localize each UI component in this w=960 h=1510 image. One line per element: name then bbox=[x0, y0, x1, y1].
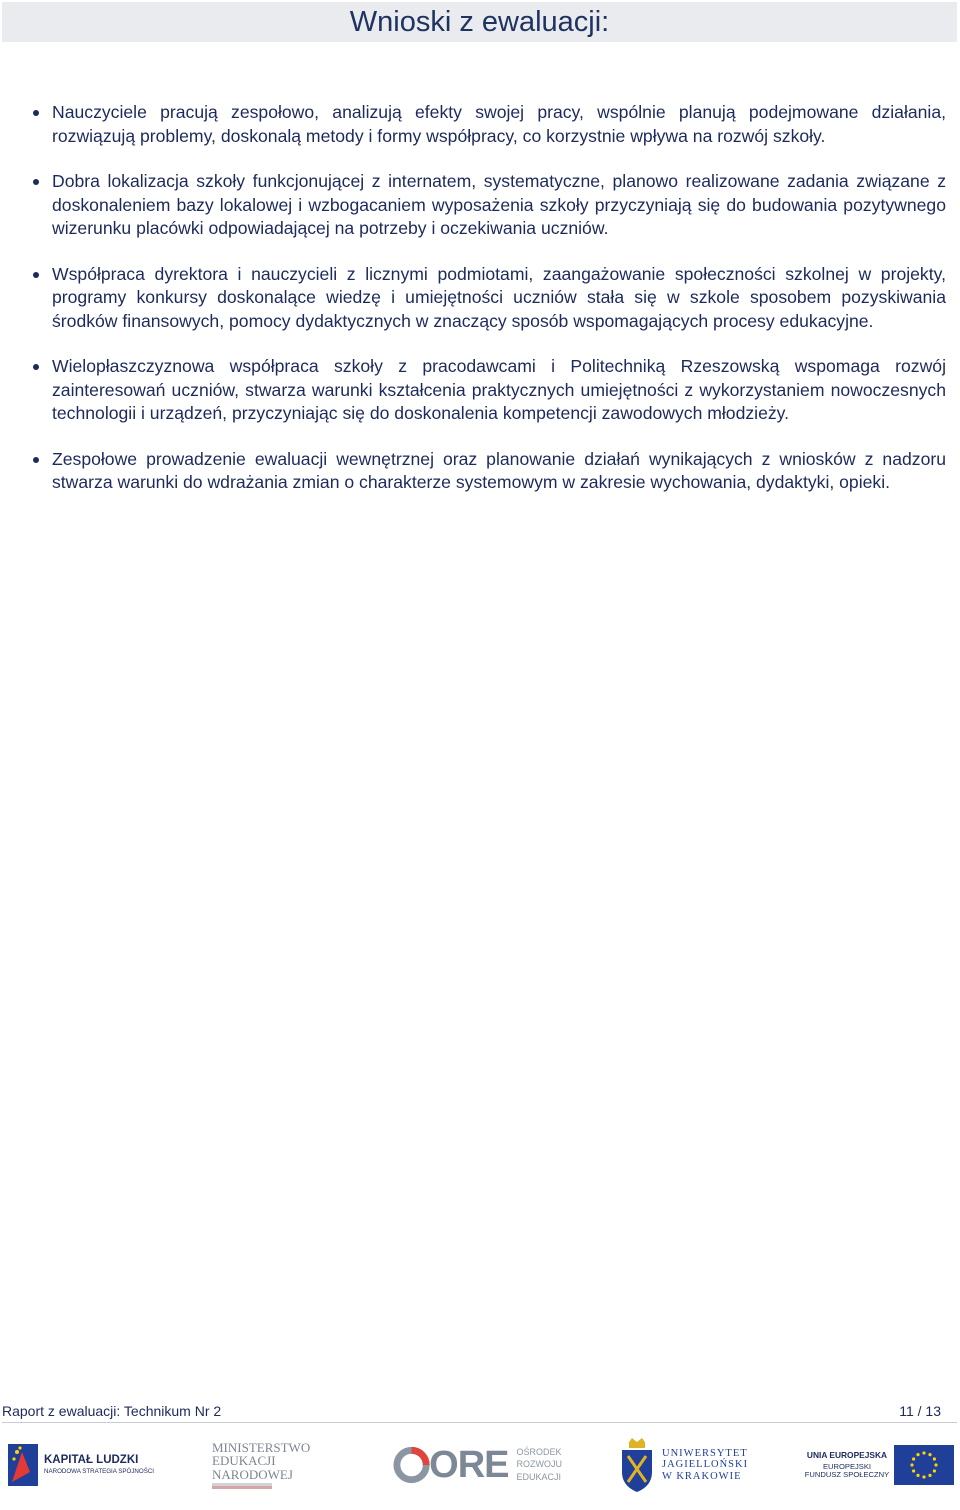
logo-men bbox=[212, 1432, 342, 1498]
ore-mark: ORE bbox=[429, 1443, 509, 1486]
kapital-ludzki-emblem-icon bbox=[8, 1442, 38, 1488]
finding-text: Wielopłaszczyznowa współpraca szkoły z pracodawcami i Politechniką Rzeszowską wspomaga rozwój zainteresowań uczniów, stwarza warunki kształcenia praktycznych umiejętności z wykorzystaniem nowoczesnych technologii i urządzeń, przyczyniając się do doskonalenia kompetencji zawodowych młodzieży. bbox=[52, 356, 946, 423]
finding-text: Nauczyciele pracują zespołowo, analizują efekty swojej pracy, wspólnie planują podejmowane działania, rozwiązują problemy, doskonalą metody i formy współpracy, co korzystnie wpływa na rozwój szkoły. bbox=[52, 102, 946, 146]
logo-unia-europejska bbox=[804, 1432, 956, 1498]
list-item bbox=[0, 170, 960, 241]
findings-list bbox=[0, 101, 960, 517]
logo-kapital-ludzki bbox=[8, 1432, 158, 1498]
logo-strip bbox=[0, 1432, 960, 1502]
logo-ore bbox=[392, 1432, 562, 1498]
kapital-subtitle: NARODOWA STRATEGIA SPÓJNOŚCI bbox=[44, 1468, 155, 1476]
bullet-icon bbox=[33, 364, 39, 370]
men-line3: NARODOWEJ bbox=[212, 1466, 293, 1482]
logo-uj bbox=[620, 1432, 760, 1498]
kapital-name: KAPITAŁ LUDZKI bbox=[44, 1454, 139, 1467]
page-footer bbox=[2, 1403, 957, 1423]
bullet-icon bbox=[33, 110, 39, 116]
ore-line2: ROZWOJU bbox=[516, 1459, 562, 1470]
finding-text: Zespołowe prowadzenie ewaluacji wewnętrznej oraz planowanie działań wynikających z wniosków z nadzoru stwarza warunki do wdrażania zmian o charakterze systemowym w zakresie wychowania, dydaktyki, opieki. bbox=[52, 448, 946, 492]
title-bar bbox=[2, 2, 957, 42]
crossed-keys-crest-icon bbox=[620, 1438, 654, 1492]
eu-flag-icon bbox=[894, 1445, 954, 1485]
ore-ring-icon bbox=[392, 1445, 431, 1485]
ue-line2: EUROPEJSKI bbox=[822, 1461, 872, 1471]
bullet-icon bbox=[33, 272, 39, 278]
list-item bbox=[0, 263, 960, 334]
men-line2: EDUKACJI bbox=[212, 1453, 276, 1469]
page-number: 11 / 13 bbox=[899, 1403, 941, 1419]
ue-line1: UNIA EUROPEJSKA bbox=[806, 1450, 888, 1461]
ue-line3: FUNDUSZ SPOŁECZNY bbox=[804, 1469, 890, 1479]
list-item bbox=[0, 101, 960, 148]
bullet-icon bbox=[33, 457, 39, 463]
uj-line2: JAGIELLOŃSKI bbox=[662, 1459, 749, 1471]
list-item bbox=[0, 448, 960, 495]
flag-stripe-icon bbox=[212, 1483, 272, 1489]
footer-divider bbox=[2, 1422, 957, 1423]
men-line1: MINISTERSTWO bbox=[212, 1439, 311, 1455]
ore-line1: OŚRODEK bbox=[516, 1446, 562, 1457]
bullet-icon bbox=[33, 179, 39, 185]
finding-text: Współpraca dyrektora i nauczycieli z licznymi podmiotami, zaangażowanie społeczności szkolnej w projekty, programy konkursy doskonalące wiedzę i umiejętności uczniów stała się w szkole sposobem pozyskiwania środków finansowych, pomocy dydaktycznych w znaczący sposób wspomagających procesy edukacyjne. bbox=[52, 263, 946, 331]
uj-line1: UNIWERSYTET bbox=[662, 1448, 748, 1460]
report-label: Raport z ewaluacji: Technikum Nr 2 bbox=[2, 1403, 222, 1419]
list-item bbox=[0, 355, 960, 426]
page-title: Wnioski z ewaluacji: bbox=[349, 5, 610, 38]
uj-line3: W KRAKOWIE bbox=[662, 1470, 742, 1482]
finding-text: Dobra lokalizacja szkoły funkcjonującej z internatem, systematyczne, planowo realizowane zadania związane z doskonaleniem bazy lokalowej i wzbogacaniem wyposażenia szkoły przyczyniają się do budowania pozytywnego wizerunku placówki odpowiadającej na potrzeby i oczekiwania uczniów. bbox=[52, 171, 946, 238]
ore-line3: EDUKACJI bbox=[516, 1471, 562, 1482]
